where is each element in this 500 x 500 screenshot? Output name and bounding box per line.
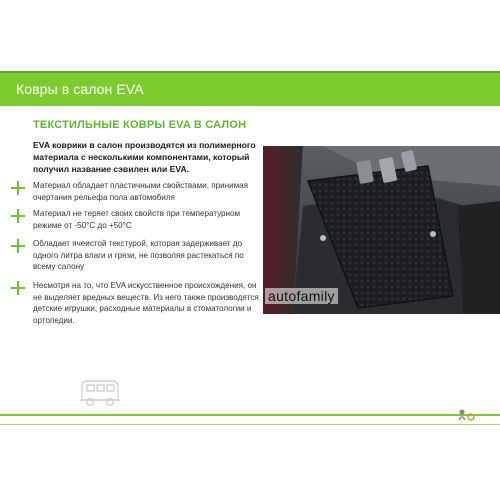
plus-icon bbox=[11, 181, 25, 195]
section-heading: ТЕКСТИЛЬНЫЕ КОВРЫ EVA В САЛОН bbox=[33, 119, 247, 131]
footer-divider-thin bbox=[0, 424, 500, 425]
plus-icon bbox=[11, 209, 25, 223]
plus-icon bbox=[11, 239, 25, 253]
page-title: Ковры в салон EVA bbox=[16, 81, 144, 97]
small-brand-icon bbox=[456, 406, 478, 422]
bullet-text: Обладает ячеистой текстурой, которая задерживает до одного литра влаги и грязи, не позволяя растекаться по всему салону bbox=[33, 239, 244, 271]
footer-divider bbox=[0, 414, 500, 416]
brand-logo: autofamily bbox=[265, 288, 338, 304]
header-banner bbox=[0, 71, 500, 106]
bullet-text: Несмотря на то, что EVA искусственное происхождения, он не выделяет вредных веществ. Из него также производятся детские игрушки, расходные материалы в стоматологии и ортопедии. bbox=[33, 281, 259, 325]
intro-paragraph: EVA коврики в салон производятся из полимерного материала с несколькими компонентами, который получил название сэвилен или EVA. bbox=[33, 140, 256, 174]
bullet-text: Материал не теряет своих свойств при температурном режиме от -50°С до +50°С bbox=[33, 209, 241, 230]
plus-icon bbox=[11, 281, 25, 295]
van-icon bbox=[78, 376, 122, 408]
bullet-text: Материал обладает пластичными свойствами, принимая очертания рельефа пола автомобиля bbox=[33, 181, 249, 202]
